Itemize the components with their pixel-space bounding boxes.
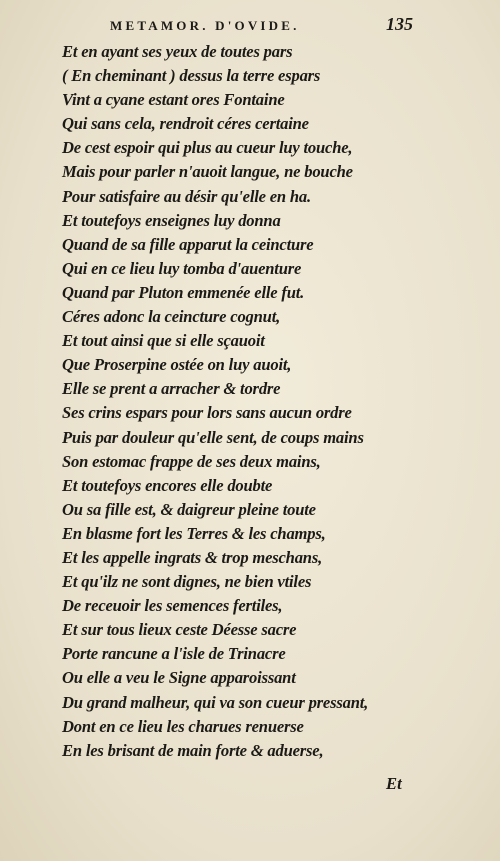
verse-line: Elle se prent a arracher & tordre (62, 379, 281, 399)
verse-line: Et toutefoys encores elle doubte (62, 475, 273, 495)
verse-line: Céres adonc la ceincture cognut, (62, 307, 281, 327)
catchword: Et (386, 774, 402, 793)
verse-line: Qui sans cela, rendroit céres certaine (62, 114, 309, 134)
verse-line: Et qu'ilz ne sont dignes, ne bien vtiles (62, 572, 312, 592)
verse-line: Et toutefoys enseignes luy donna (62, 210, 281, 230)
verse-line: Quand de sa fille apparut la ceincture (62, 234, 314, 254)
running-title: METAMOR. D'OVIDE. (110, 18, 300, 33)
verse-line: Dont en ce lieu les charues renuerse (62, 716, 304, 736)
verse-line: Ou elle a veu le Signe apparoissant (62, 668, 296, 688)
verse-line: Du grand malheur, qui va son cueur pressant, (62, 692, 369, 712)
verse-line: De receuoir les semences fertiles, (62, 596, 283, 616)
verse-line: Ses crins espars pour lors sans aucun ordre (62, 403, 352, 423)
verse-block (62, 40, 492, 763)
verse-line: De cest espoir qui plus au cueur luy touche, (62, 138, 353, 158)
verse-line: Et en ayant ses yeux de toutes pars (62, 42, 293, 61)
verse-line: Qui en ce lieu luy tomba d'auenture (62, 258, 302, 278)
verse-line: Puis par douleur qu'elle sent, de coups mains (62, 427, 364, 447)
verse-line: Quand par Pluton emmenée elle fut. (62, 282, 305, 302)
verse-line: ( En cheminant ) dessus la terre espars (62, 66, 321, 86)
verse-line: Mais pour parler n'auoit langue, ne bouche (62, 162, 353, 182)
verse-line: Porte rancune a l'isle de Trinacre (62, 644, 286, 664)
verse-line: Que Proserpine ostée on luy auoit, (62, 355, 292, 375)
verse-line: Et les appelle ingrats & trop meschans, (62, 547, 323, 567)
verse-line: Pour satisfaire au désir qu'elle en ha. (62, 186, 311, 206)
verse-line: Son estomac frappe de ses deux mains, (62, 451, 321, 471)
verse-line: En les brisant de main forte & aduerse, (62, 740, 324, 760)
page-number: 135 (386, 14, 413, 34)
verse-line: Ou sa fille est, & daigreur pleine toute (62, 499, 316, 519)
verse-line: Et sur tous lieux ceste Déesse sacre (62, 620, 297, 640)
verse-line: Et tout ainsi que si elle sçauoit (62, 331, 265, 351)
verse-line: Vint a cyane estant ores Fontaine (62, 90, 285, 110)
verse-line: En blasme fort les Terres & les champs, (62, 523, 326, 543)
